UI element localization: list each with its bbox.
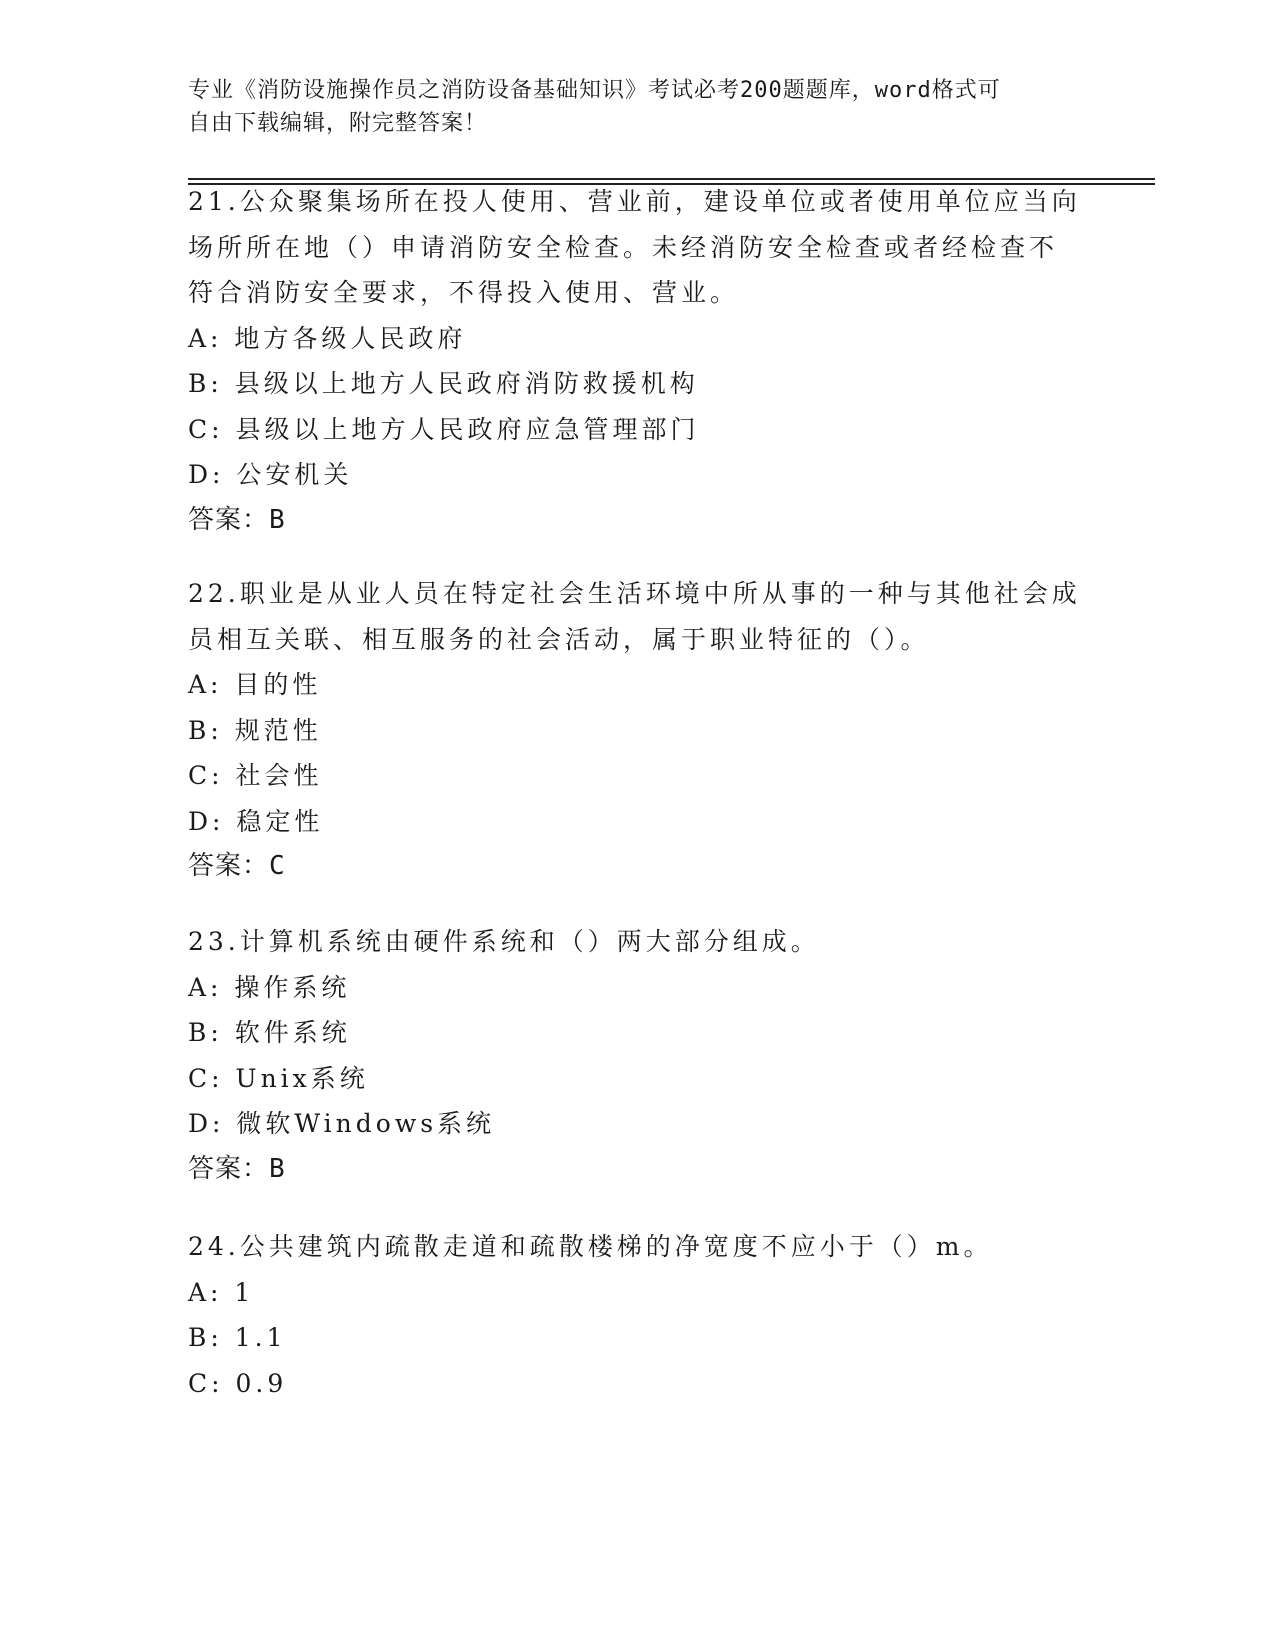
question-stem-line: 24.公共建筑内疏散走道和疏散楼梯的净宽度不应小于（）m。 — [188, 1232, 993, 1261]
answer-value: B — [269, 1153, 286, 1184]
answer-label: 答案： — [188, 1153, 270, 1184]
option-c: C: 0.9 — [188, 1368, 288, 1398]
option-b: B: 县级以上地方人民政府消防救援机构 — [188, 369, 699, 398]
header-line-2: 自由下载编辑，附完整答案！ — [188, 111, 488, 136]
answer-value: B — [269, 504, 286, 535]
option-b: B: 1.1 — [188, 1323, 287, 1352]
option-b: B: 规范性 — [188, 715, 322, 745]
question-stem-line: 22.职业是从业人员在特定社会生活环境中所从事的一种与其他社会成 — [188, 579, 1081, 608]
option-c: C: Unix系统 — [188, 1063, 369, 1093]
question-24 — [188, 1224, 1088, 1406]
question-stem-line: 场所所在地（）申请消防安全检查。未经消防安全检查或者经检查不 — [188, 232, 1059, 262]
question-stem-line: 员相互关联、相互服务的社会活动，属于职业特征的（）。 — [188, 624, 930, 654]
question-stem-line: 21.公众聚集场所在投人使用、营业前，建设单位或者使用单位应当向 — [188, 187, 1081, 216]
question-stem-line: 符合消防安全要求，不得投入使用、营业。 — [188, 278, 740, 307]
answer-line — [188, 498, 1088, 544]
option-b: B: 软件系统 — [188, 1018, 351, 1047]
option-a: A: 1 — [188, 1277, 255, 1307]
answer-line — [188, 1147, 1088, 1193]
option-c: C: 县级以上地方人民政府应急管理部门 — [188, 414, 700, 444]
question-23 — [188, 919, 1088, 1192]
answer-label: 答案： — [188, 851, 270, 881]
option-d: D: 公安机关 — [188, 460, 353, 489]
option-a: A: 目的性 — [188, 670, 322, 699]
document-header — [188, 74, 1068, 140]
option-a: A: 操作系统 — [188, 972, 351, 1002]
question-stem-line: 23.计算机系统由硬件系统和（）两大部分组成。 — [188, 927, 820, 956]
header-line-1: 专业《消防设施操作员之消防设备基础知识》考试必考200题题库，word格式可 — [188, 78, 1001, 103]
option-c: C: 社会性 — [188, 761, 323, 790]
answer-value: C — [269, 851, 286, 881]
answer-label: 答案： — [188, 504, 270, 535]
answer-line — [188, 844, 1088, 890]
question-21 — [188, 179, 1088, 543]
option-d: D: 微软Windows系统 — [188, 1109, 496, 1138]
option-d: D: 稳定性 — [188, 806, 324, 836]
question-22 — [188, 571, 1088, 890]
option-a: A: 地方各级人民政府 — [188, 323, 467, 353]
